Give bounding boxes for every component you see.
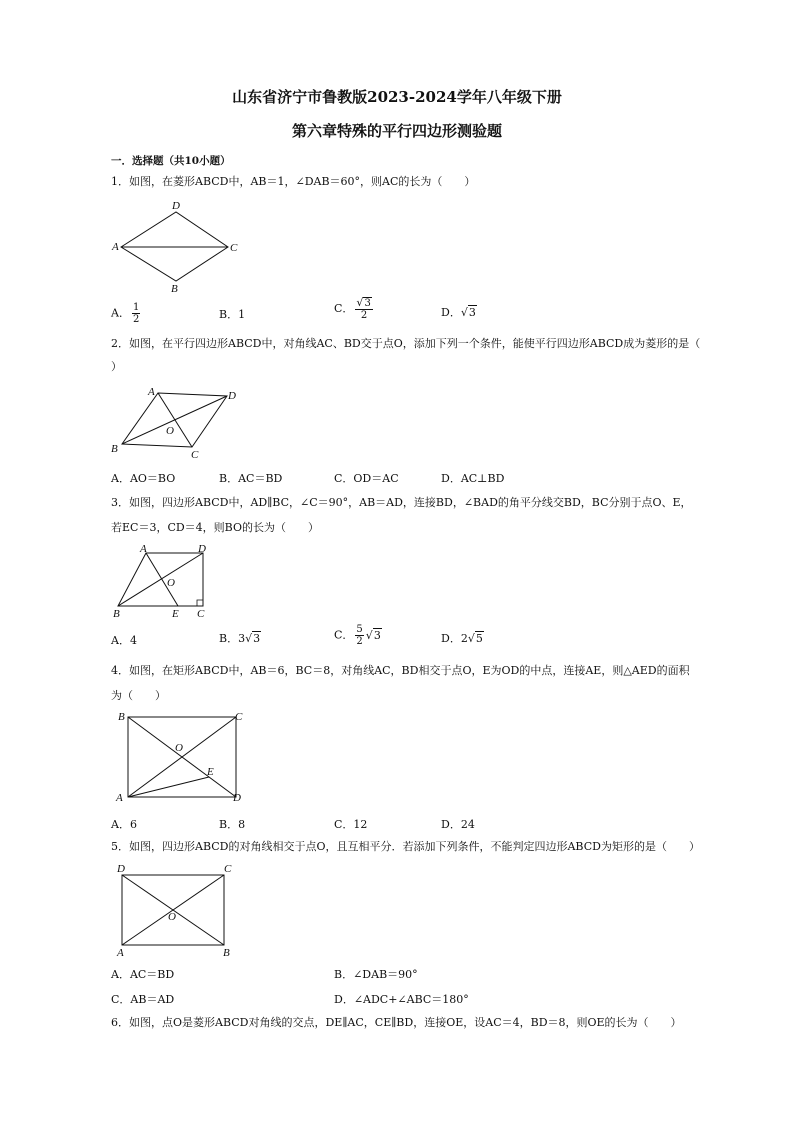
label-B: B <box>223 947 230 959</box>
question-2-option-b: B．AC＝BD <box>219 472 283 485</box>
label-A: A <box>112 241 119 253</box>
question-4-option-b: B．8 <box>219 818 246 831</box>
label-A: A <box>117 947 124 959</box>
question-3-figure-trapezoid <box>108 542 218 622</box>
label-C: C <box>191 449 199 461</box>
question-6-text: 6．如图，点O是菱形ABCD对角线的交点，DE∥AC，CE∥BD，连接OE，设AC＝4，BD＝8，则OE的长为（ ） <box>111 1016 682 1029</box>
question-4-figure-rectangle <box>108 708 253 808</box>
question-1-option-b: B．1 <box>219 308 246 321</box>
question-4-option-c: C．12 <box>334 818 368 831</box>
label-A: A <box>140 543 147 555</box>
label-C: C <box>230 242 238 254</box>
question-5-option-a: A．AC＝BD <box>111 968 175 981</box>
label-D: D <box>117 863 125 875</box>
label-D: D <box>198 543 206 555</box>
question-3-text-cont: 若EC＝3，CD＝4，则BO的长为（ ） <box>111 521 319 534</box>
question-5-figure-quadrilateral <box>108 860 243 960</box>
question-4-option-d: D．24 <box>441 818 475 831</box>
label-O: O <box>168 911 176 923</box>
label-O: O <box>175 742 183 754</box>
label-B: B <box>118 711 125 723</box>
question-5-option-b: B．∠DAB＝90° <box>334 968 418 981</box>
label-O: O <box>167 577 175 589</box>
question-2-text-cont: ） <box>111 360 122 373</box>
label-B: B <box>113 608 120 620</box>
question-1-figure-rhombus <box>110 198 250 293</box>
label-C: C <box>235 711 243 723</box>
label-O: O <box>166 425 174 437</box>
question-1-option-c: C． $\frac{√3}{2}$ <box>334 296 371 321</box>
question-2-option-a: A．AO＝BO <box>111 472 176 485</box>
question-1-option-d: D．√3 <box>441 306 476 319</box>
label-C: C <box>224 863 232 875</box>
question-3-option-c: C． $\frac{5}{2}$ √3 <box>334 624 381 647</box>
label-A: A <box>148 386 155 398</box>
question-4-text: 4．如图，在矩形ABCD中，AB＝6，BC＝8，对角线AC，BD相交于点O，E为OD的中点，连接AE，则△AED的面积 <box>111 664 690 677</box>
label-A: A <box>116 792 123 804</box>
label-B: B <box>171 283 178 295</box>
question-1-option-a: A． $\frac{1}{2}$ <box>111 302 140 325</box>
label-C: C <box>197 608 205 620</box>
label-D: D <box>233 792 241 804</box>
question-2-text: 2．如图，在平行四边形ABCD中，对角线AC、BD交于点O，添加下列一个条件，能使平行四边形ABCD成为菱形的是（ <box>111 337 701 350</box>
section-heading: 一．选择题（共10小题） <box>111 155 231 167</box>
question-5-option-c: C．AB＝AD <box>111 993 175 1006</box>
question-2-option-c: C．OD＝AC <box>334 472 399 485</box>
question-2-option-d: D．AC⊥BD <box>441 472 505 485</box>
question-5-option-d: D．∠ADC+∠ABC＝180° <box>334 993 469 1006</box>
question-4-text-cont: 为（ ） <box>111 689 166 702</box>
label-E: E <box>207 766 214 778</box>
question-1-text: 1．如图，在菱形ABCD中，AB＝1，∠DAB＝60°，则AC的长为（ ） <box>111 175 476 188</box>
document-title-line2: 第六章特殊的平行四边形测验题 <box>291 122 502 140</box>
label-D: D <box>228 390 236 402</box>
question-4-option-a: A．6 <box>111 818 137 831</box>
question-2-figure-parallelogram <box>108 382 248 464</box>
document-title-line1: 山东省济宁市鲁教版2023-2024学年八年级下册 <box>232 88 562 106</box>
question-3-option-d: D．2√5 <box>441 632 483 645</box>
question-5-text: 5．如图，四边形ABCD的对角线相交于点O，且互相平分．若添加下列条件，不能判定四边形ABCD为矩形的是（ ） <box>111 840 700 853</box>
question-3-option-b: B．3√3 <box>219 632 261 645</box>
label-B: B <box>111 443 118 455</box>
label-E: E <box>172 608 179 620</box>
label-D: D <box>172 200 180 212</box>
question-3-option-a: A．4 <box>111 634 137 647</box>
question-3-text: 3．如图，四边形ABCD中，AD∥BC，∠C＝90°，AB＝AD，连接BD，∠BAD的角平分线交BD，BC分别于点O、E， <box>111 496 692 509</box>
